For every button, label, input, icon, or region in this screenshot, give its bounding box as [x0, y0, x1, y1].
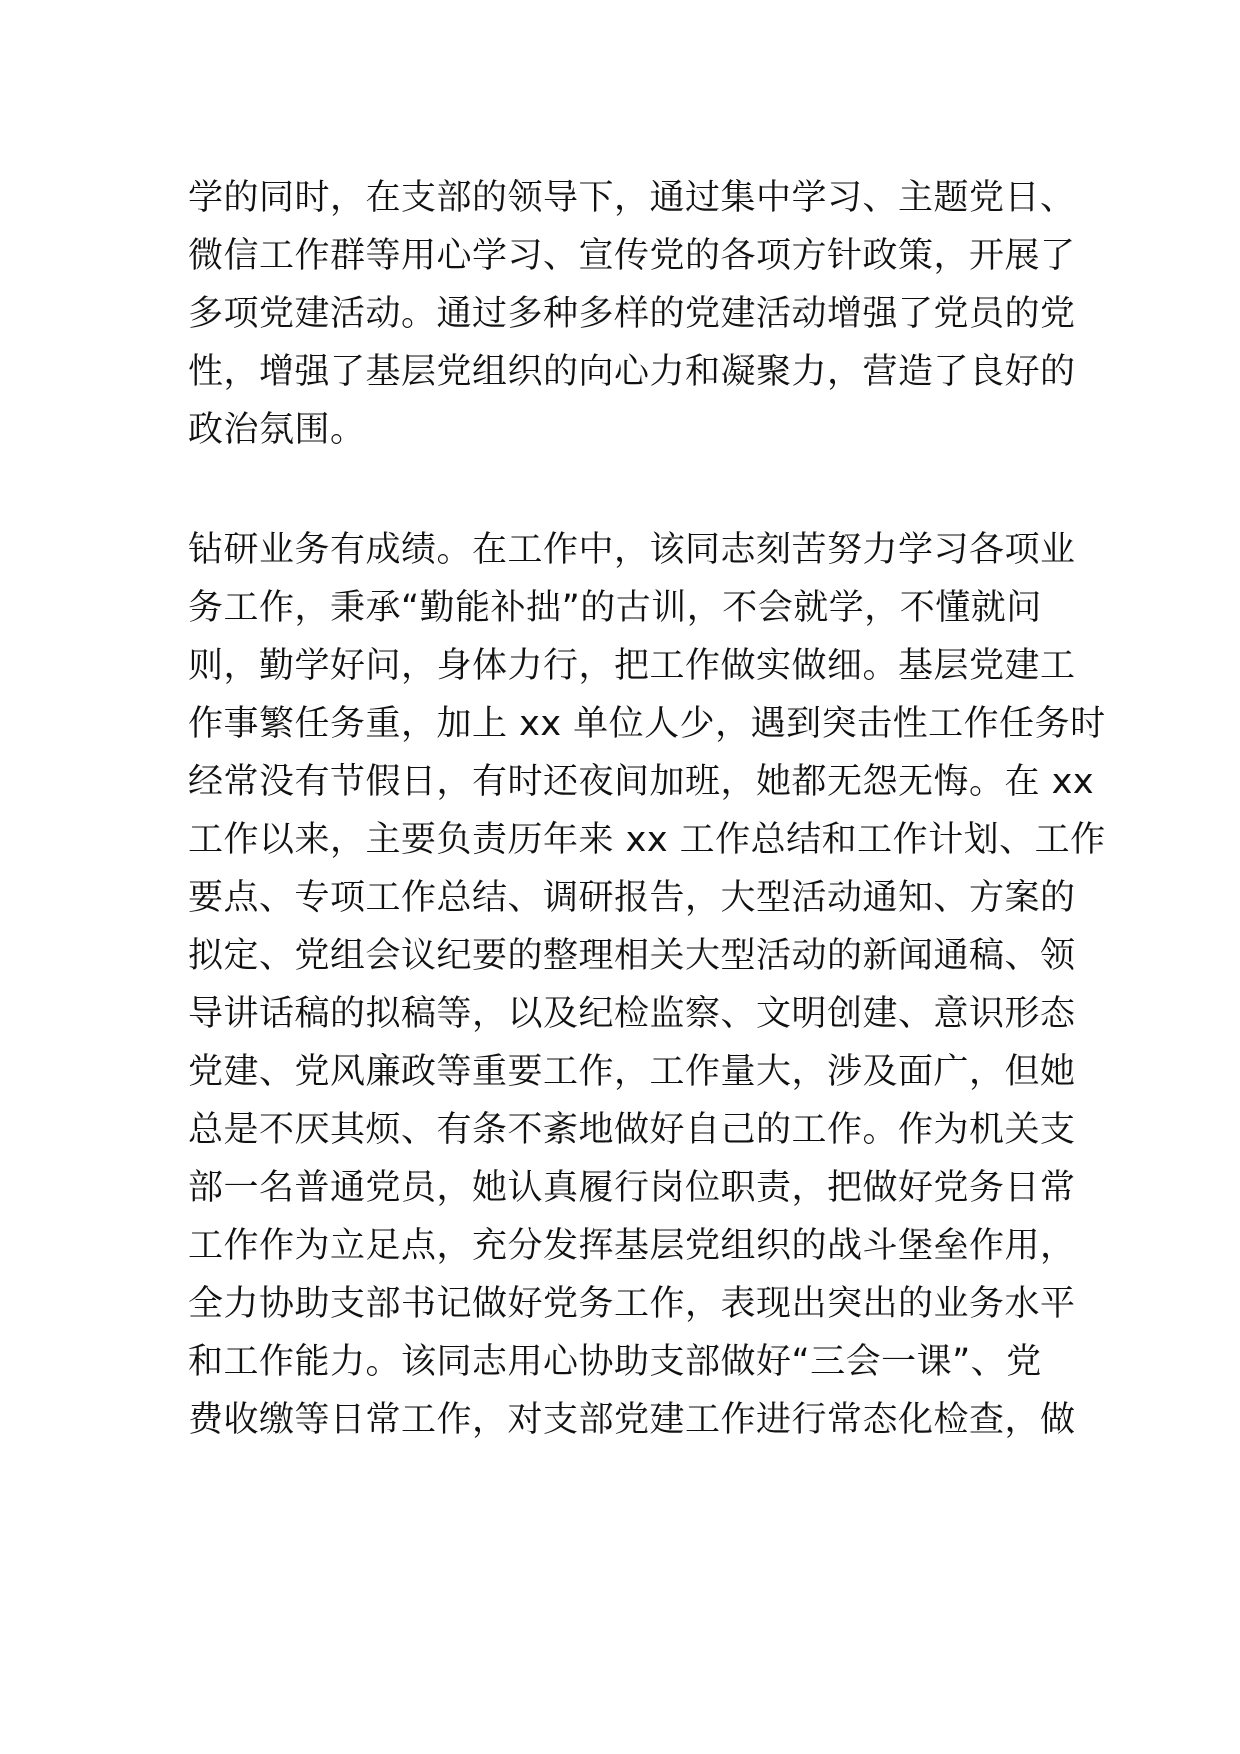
text-line: 经常没有节假日，有时还夜间加班，她都无怨无悔。在 xx: [188, 762, 1095, 802]
text-line: 政治氛围。: [188, 410, 366, 450]
text-line: 总是不厌其烦、有条不紊地做好自己的工作。作为机关支: [188, 1110, 1076, 1150]
text-line: 党建、党风廉政等重要工作，工作量大，涉及面广，但她: [188, 1052, 1076, 1092]
text-line: 务工作，秉承“勤能补拙”的古训，不会就学，不懂就问: [188, 588, 1042, 628]
text-line: 微信工作群等用心学习、宣传党的各项方针政策，开展了: [188, 236, 1076, 276]
text-line: 导讲话稿的拟稿等，以及纪检监察、文明创建、意识形态: [188, 994, 1076, 1034]
text-line: 性，增强了基层党组织的向心力和凝聚力，营造了良好的: [188, 352, 1076, 392]
text-line: 工作作为立足点，充分发挥基层党组织的战斗堡垒作用，: [188, 1226, 1076, 1266]
text-line: 部一名普通党员，她认真履行岗位职责，把做好党务日常: [188, 1168, 1076, 1208]
text-line: 要点、专项工作总结、调研报告，大型活动通知、方案的: [188, 878, 1076, 918]
text-line: 多项党建活动。通过多种多样的党建活动增强了党员的党: [188, 294, 1076, 334]
text-line: 学的同时，在支部的领导下，通过集中学习、主题党日、: [188, 178, 1076, 218]
text-line: 工作以来，主要负责历年来 xx 工作总结和工作计划、工作: [188, 820, 1106, 860]
text-line: 则，勤学好问，身体力行，把工作做实做细。基层党建工: [188, 646, 1076, 686]
text-line: 拟定、党组会议纪要的整理相关大型活动的新闻通稿、领: [188, 936, 1076, 976]
text-line: 全力协助支部书记做好党务工作，表现出突出的业务水平: [188, 1284, 1076, 1324]
text-line: 费收缴等日常工作，对支部党建工作进行常态化检查，做: [188, 1400, 1076, 1440]
text-line: 钻研业务有成绩。在工作中，该同志刻苦努力学习各项业: [188, 530, 1076, 570]
text-line: 作事繁任务重，加上 xx 单位人少，遇到突击性工作任务时: [188, 704, 1106, 744]
text-line: 和工作能力。该同志用心协助支部做好“三会一课”、党: [188, 1342, 1042, 1382]
